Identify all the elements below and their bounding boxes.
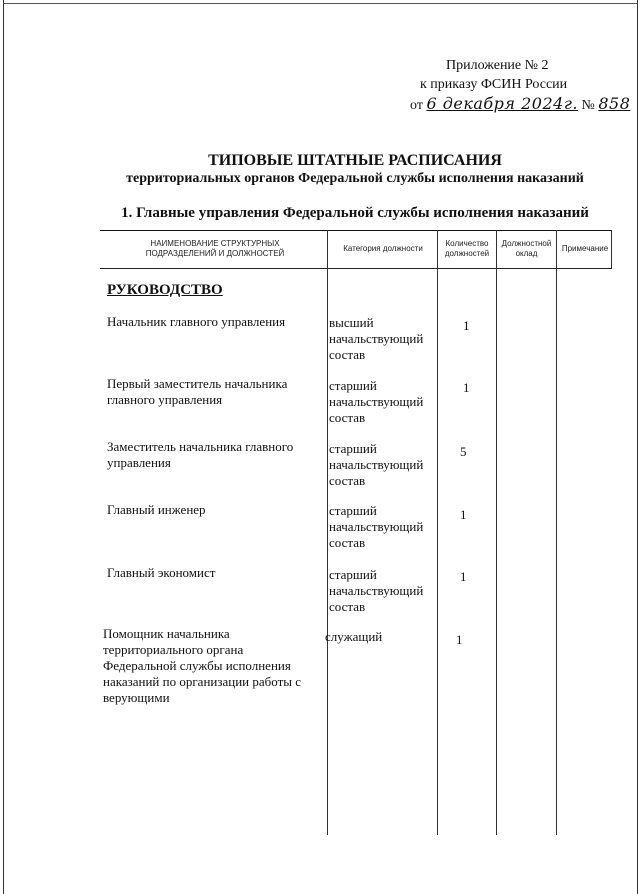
section-title: РУКОВОДСТВО <box>107 282 223 298</box>
annex-number-handwritten: 858 <box>598 94 631 113</box>
header-name: НАИМЕНОВАНИЕ СТРУКТУРНЫХ ПОДРАЗДЕЛЕНИЙ И ДОЛЖНОСТЕЙ <box>145 239 285 258</box>
row-2-name: Первый заместитель начальника главного управления <box>107 376 288 407</box>
row-1-category: высший начальствующий состав <box>329 315 424 362</box>
row-5-count: 1 <box>460 569 467 584</box>
row-4-count: 1 <box>460 507 467 522</box>
row-5-name: Главный экономист <box>107 565 216 580</box>
document-subtitle: территориальных органов Федеральной службы исполнения наказаний <box>126 171 584 186</box>
column-divider-1 <box>327 230 328 835</box>
document-title: ТИПОВЫЕ ШТАТНЫЕ РАСПИСАНИЯ <box>208 152 502 169</box>
annex-block <box>400 56 631 115</box>
header-note: Примечание <box>561 244 609 253</box>
header-category: Категория должности <box>343 244 423 253</box>
row-3-count: 5 <box>460 444 467 459</box>
page-edge-top <box>3 3 637 4</box>
row-4-category: старший начальствующий состав <box>329 503 424 550</box>
row-1-name: Начальник главного управления <box>107 314 286 329</box>
annex-date-prefix: от <box>410 98 423 113</box>
annex-order-ref: к приказу ФСИН России <box>420 77 568 92</box>
row-6-name: Помощник начальника территориального органа Федеральной службы исполнения наказаний по организации работы с верующими <box>103 626 302 705</box>
column-divider-3 <box>496 230 497 835</box>
row-3-category: старший начальствующий состав <box>329 441 424 488</box>
row-2-count: 1 <box>463 380 470 395</box>
page-edge-left <box>3 0 4 894</box>
header-count: Количество должностей <box>444 239 490 258</box>
row-6-category: служащий <box>325 629 383 644</box>
table-top-border <box>100 230 612 231</box>
row-4-name: Главный инженер <box>107 502 206 517</box>
annex-date-handwritten: 6 декабря 2024г. <box>426 94 578 113</box>
row-6-count: 1 <box>456 632 463 647</box>
row-5-category: старший начальствующий состав <box>329 567 424 614</box>
column-divider-4 <box>556 230 557 835</box>
annex-number-label: № <box>581 98 595 113</box>
row-1-count: 1 <box>463 318 470 333</box>
section-heading: 1. Главные управления Федеральной службы исполнения наказаний <box>121 205 589 221</box>
header-salary: Должностной оклад <box>501 239 552 258</box>
annex-title: Приложение № 2 <box>446 58 549 73</box>
row-2-category: старший начальствующий состав <box>329 378 424 425</box>
annex-date-line <box>400 94 631 115</box>
table-header-bottom-border <box>100 268 612 269</box>
column-divider-2 <box>437 230 438 835</box>
row-3-name: Заместитель начальника главного управления <box>107 439 294 470</box>
page-edge-right <box>637 0 638 894</box>
